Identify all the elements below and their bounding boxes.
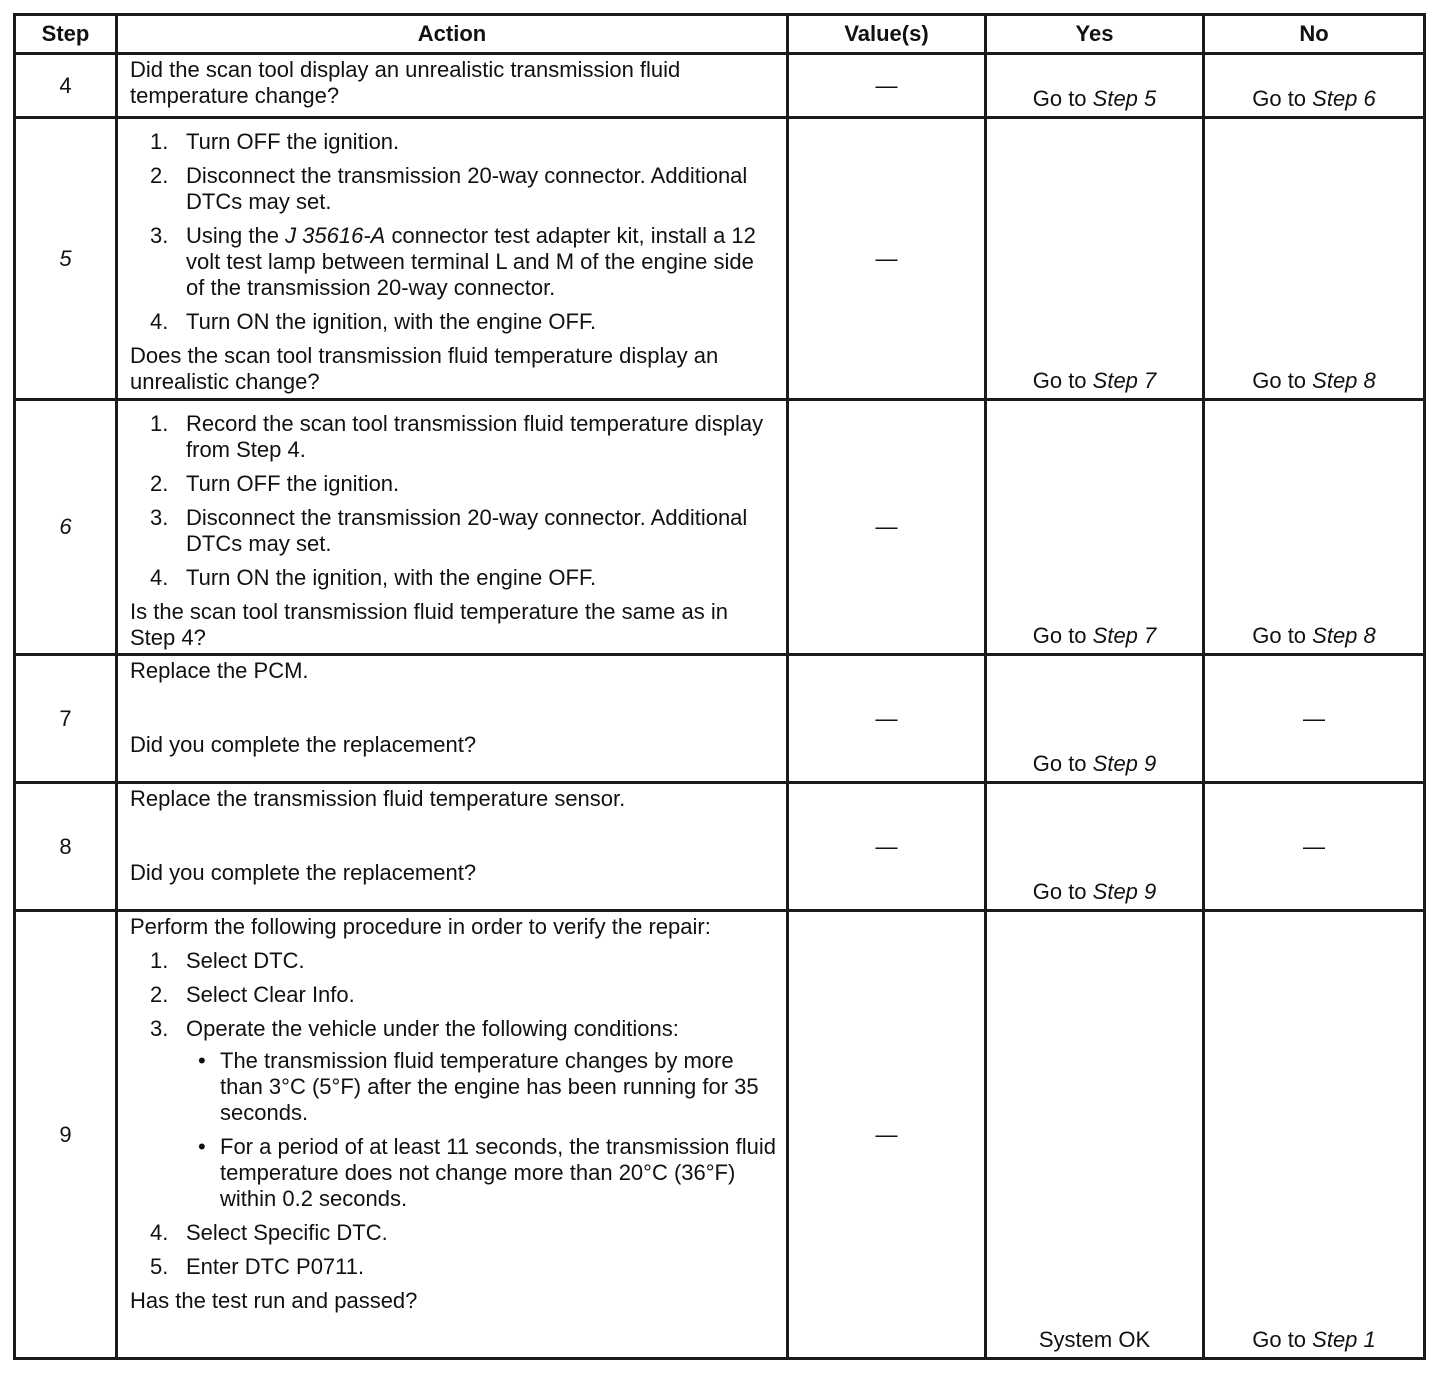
list-text: Turn ON the ignition, with the engine OFF. <box>186 565 597 590</box>
value-cell: — <box>788 118 986 400</box>
list-item <box>130 309 778 335</box>
procedure-list <box>130 948 778 1280</box>
list-number: 1. <box>150 129 169 154</box>
no-prefix: Go to <box>1252 1327 1313 1352</box>
value-cell: — <box>788 911 986 1359</box>
value-cell: — <box>788 783 986 911</box>
value-cell: — <box>788 54 986 118</box>
header-yes: Yes <box>986 15 1204 54</box>
table-row-step-5 <box>15 118 1425 400</box>
table-row-step-9 <box>15 911 1425 1359</box>
list-text: Select DTC. <box>186 948 305 973</box>
list-text: Turn OFF the ignition. <box>186 129 400 154</box>
list-number: 2. <box>150 982 169 1007</box>
list-item <box>130 223 778 301</box>
no-cell <box>1204 54 1425 118</box>
yes-cell <box>986 655 1204 783</box>
action-question: Did the scan tool display an unrealistic transmission fluid temperature change? <box>130 57 681 108</box>
yes-prefix: Go to <box>1032 86 1093 111</box>
action-question: Did you complete the replacement? <box>130 860 477 885</box>
diagnostic-table-container <box>13 13 1423 1360</box>
yes-prefix: Go to <box>1032 751 1093 776</box>
yes-cell <box>986 54 1204 118</box>
no-step-link[interactable]: Step 1 <box>1312 1327 1376 1352</box>
table-row-step-7 <box>15 655 1425 783</box>
no-prefix: Go to <box>1252 86 1313 111</box>
list-item <box>130 163 778 215</box>
list-item <box>130 411 778 463</box>
step-number: 8 <box>15 783 117 911</box>
list-item <box>130 1220 778 1246</box>
header-step: Step <box>15 15 117 54</box>
no-step-link[interactable]: Step 6 <box>1312 86 1376 111</box>
list-number: 3. <box>150 505 169 530</box>
yes-prefix: Go to <box>1032 879 1093 904</box>
list-item <box>130 982 778 1008</box>
yes-step-link[interactable]: Step 9 <box>1092 751 1157 776</box>
step-number: 6 <box>15 400 117 655</box>
action-question: Has the test run and passed? <box>130 1288 418 1313</box>
list-item <box>130 505 778 557</box>
yes-prefix: Go to <box>1032 368 1093 393</box>
condition-list <box>186 1048 778 1212</box>
list-number: 2. <box>150 471 169 496</box>
yes-step-link[interactable]: Step 9 <box>1092 879 1157 904</box>
no-cell <box>1204 400 1425 655</box>
list-number: 5. <box>150 1254 169 1279</box>
header-values: Value(s) <box>788 15 986 54</box>
list-text: Record the scan tool transmission fluid temperature display from Step 4. <box>186 411 764 462</box>
table-row-step-8 <box>15 783 1425 911</box>
list-text: Enter DTC P0711. <box>186 1254 365 1279</box>
action-question: Does the scan tool transmission fluid temperature display an unrealistic change? <box>130 343 719 394</box>
no-prefix: Go to <box>1252 368 1313 393</box>
action-instruction: Replace the transmission fluid temperature sensor. <box>130 786 626 811</box>
step-number: 7 <box>15 655 117 783</box>
list-number: 3. <box>150 1016 169 1041</box>
no-prefix: Go to <box>1252 623 1313 648</box>
table-header-row <box>15 15 1425 54</box>
no-step-link[interactable]: Step 8 <box>1312 368 1376 393</box>
no-cell: — <box>1204 783 1425 911</box>
table-row-step-6 <box>15 400 1425 655</box>
action-cell <box>117 655 788 783</box>
value-cell: — <box>788 400 986 655</box>
no-step-link[interactable]: Step 8 <box>1312 623 1376 648</box>
action-cell <box>117 911 788 1359</box>
list-item <box>130 471 778 497</box>
list-number: 3. <box>150 223 169 248</box>
table-row-step-4 <box>15 54 1425 118</box>
list-text: Operate the vehicle under the following conditions: <box>186 1016 679 1041</box>
action-cell <box>117 783 788 911</box>
header-no: No <box>1204 15 1425 54</box>
list-number: 1. <box>150 948 169 973</box>
action-cell <box>117 400 788 655</box>
list-number: 2. <box>150 163 169 188</box>
action-question: Did you complete the replacement? <box>130 732 477 757</box>
yes-step-link[interactable]: Step 7 <box>1092 368 1157 393</box>
step-number: 4 <box>15 54 117 118</box>
list-number: 4. <box>150 1220 169 1245</box>
yes-prefix: Go to <box>1032 623 1093 648</box>
no-cell <box>1204 911 1425 1359</box>
list-number: 4. <box>150 309 169 334</box>
bullet-item: • The transmission fluid temperature changes by more than 3°C (5°F) after the engine has been running for 35 seconds. <box>186 1048 778 1126</box>
yes-step-link[interactable]: Step 5 <box>1092 86 1157 111</box>
value-cell: — <box>788 655 986 783</box>
list-text: Using the <box>186 223 286 248</box>
diagnostic-step-table <box>13 13 1426 1360</box>
list-text: connector test adapter kit, install a 12 volt test lamp between terminal L and M of the engine side of the transmission 20-way connector. <box>186 223 756 300</box>
procedure-list <box>130 129 778 335</box>
list-text: Select Specific DTC. <box>186 1220 388 1245</box>
list-item <box>130 129 778 155</box>
yes-cell: System OK <box>986 911 1204 1359</box>
procedure-list <box>130 411 778 591</box>
tool-reference: J 35616-A <box>285 223 386 248</box>
list-text: Disconnect the transmission 20-way connector. Additional DTCs may set. <box>186 163 748 214</box>
yes-step-link[interactable]: Step 7 <box>1092 623 1157 648</box>
list-item <box>130 1254 778 1280</box>
action-cell <box>117 54 788 118</box>
step-number: 5 <box>15 118 117 400</box>
action-intro: Perform the following procedure in order to verify the repair: <box>130 914 711 939</box>
header-action: Action <box>117 15 788 54</box>
list-item <box>130 1016 778 1212</box>
list-item <box>130 948 778 974</box>
action-instruction: Replace the PCM. <box>130 658 309 683</box>
no-cell: — <box>1204 655 1425 783</box>
yes-cell <box>986 783 1204 911</box>
list-text: Turn ON the ignition, with the engine OFF. <box>186 309 597 334</box>
no-cell <box>1204 118 1425 400</box>
list-item <box>130 565 778 591</box>
list-text: Disconnect the transmission 20-way connector. Additional DTCs may set. <box>186 505 748 556</box>
bullet-item: • For a period of at least 11 seconds, the transmission fluid temperature does not change more than 20°C (36°F) within 0.2 seconds. <box>186 1134 778 1212</box>
list-number: 1. <box>150 411 169 436</box>
yes-cell <box>986 400 1204 655</box>
yes-cell <box>986 118 1204 400</box>
step-number: 9 <box>15 911 117 1359</box>
list-text: Turn OFF the ignition. <box>186 471 400 496</box>
action-question: Is the scan tool transmission fluid temperature the same as in Step 4? <box>130 599 728 650</box>
list-text: Select Clear Info. <box>186 982 355 1007</box>
list-number: 4. <box>150 565 169 590</box>
action-cell <box>117 118 788 400</box>
